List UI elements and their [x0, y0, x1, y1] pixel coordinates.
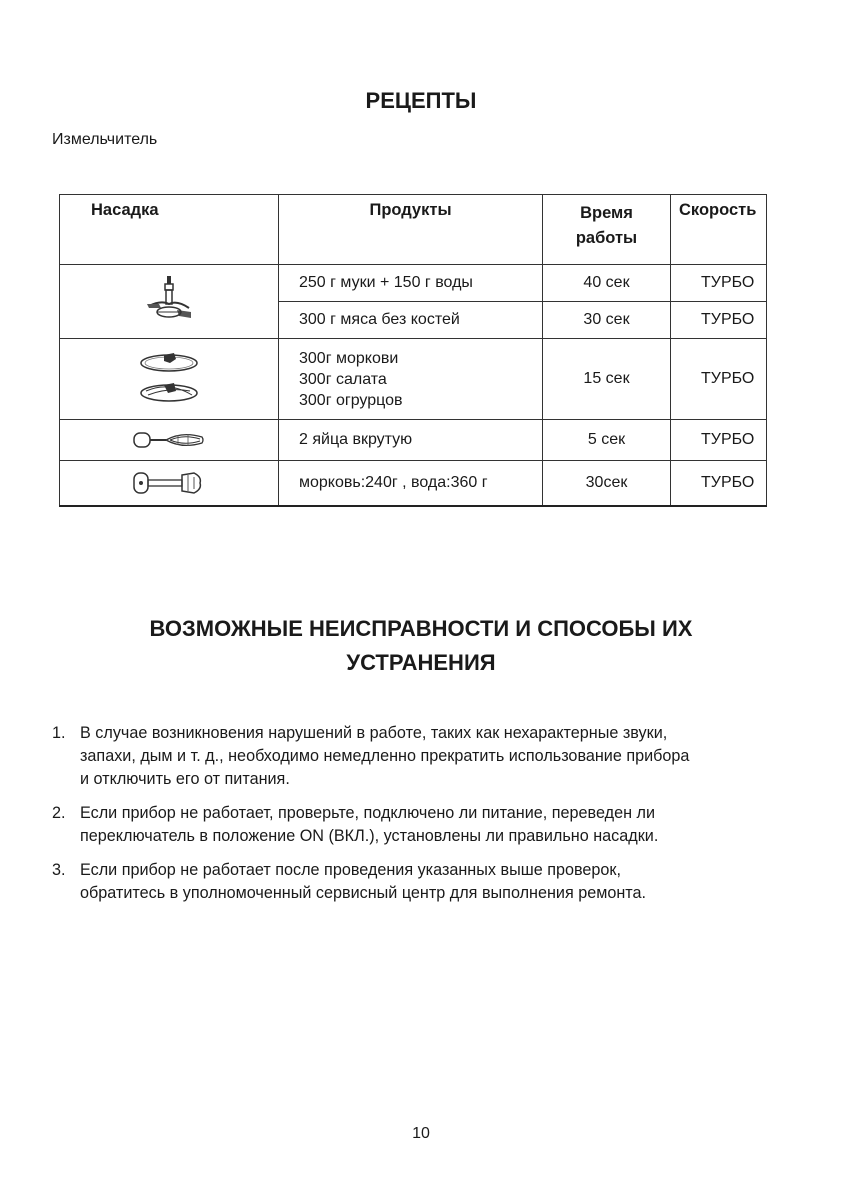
- speed-cell: ТУРБО: [671, 302, 767, 339]
- products-cell: 300 г мяса без костей: [279, 302, 543, 339]
- products-cell: 250 г муки + 150 г воды: [279, 265, 543, 302]
- blender-stick-icon: [60, 461, 279, 507]
- table-row: [60, 461, 767, 507]
- time-cell: 30 сек: [543, 302, 671, 339]
- time-cell: 40 сек: [543, 265, 671, 302]
- speed-cell: ТУРБО: [671, 461, 767, 507]
- faults-list: [52, 722, 792, 916]
- table-row: [60, 339, 767, 420]
- faults-title: ВОЗМОЖНЫЕ НЕИСПРАВНОСТИ И СПОСОБЫ ИХ УСТРАНЕНИЯ: [149, 616, 693, 675]
- products-cell: морковь:240г , вода:360 г: [279, 461, 543, 507]
- section-subtitle: Измельчитель: [52, 131, 158, 148]
- list-item: 3. Если прибор не работает после проведения указанных выше проверок, обратитесь в уполномоченный сервисный центр для выполнения ремонта.: [52, 861, 647, 902]
- products-cell: 300г моркови 300г салата 300г огрурцов: [279, 339, 543, 420]
- speed-cell: ТУРБО: [671, 339, 767, 420]
- header-attachment: Насадка: [60, 195, 279, 265]
- header-speed: Скорость: [671, 195, 767, 265]
- list-item: 1. В случае возникновения нарушений в работе, таких как нехарактерные звуки, запахи, дым и т. д., необходимо немедленно прекратить использование прибора и отключить его от питания.: [52, 724, 690, 788]
- speed-cell: ТУРБО: [671, 265, 767, 302]
- products-cell: 2 яйца вкрутую: [279, 420, 543, 461]
- recipes-table: [59, 194, 767, 507]
- time-cell: 30сек: [543, 461, 671, 507]
- table-row: [60, 265, 767, 302]
- page-number: 10: [412, 1125, 430, 1142]
- page-title: РЕЦЕПТЫ: [365, 88, 477, 113]
- time-cell: 15 сек: [543, 339, 671, 420]
- header-time: Время работы: [543, 195, 671, 265]
- list-item: 2. Если прибор не работает, проверьте, подключено ли питание, переведен ли переключатель в положение ON (ВКЛ.), установлены ли правильно насадки.: [52, 804, 659, 845]
- table-row: [60, 420, 767, 461]
- whisk-icon: [60, 420, 279, 461]
- chopper-blade-icon: [60, 265, 279, 339]
- header-products: Продукты: [279, 195, 543, 265]
- time-cell: 5 сек: [543, 420, 671, 461]
- slicing-discs-icon: [60, 339, 279, 420]
- table-header-row: [60, 195, 767, 265]
- speed-cell: ТУРБО: [671, 420, 767, 461]
